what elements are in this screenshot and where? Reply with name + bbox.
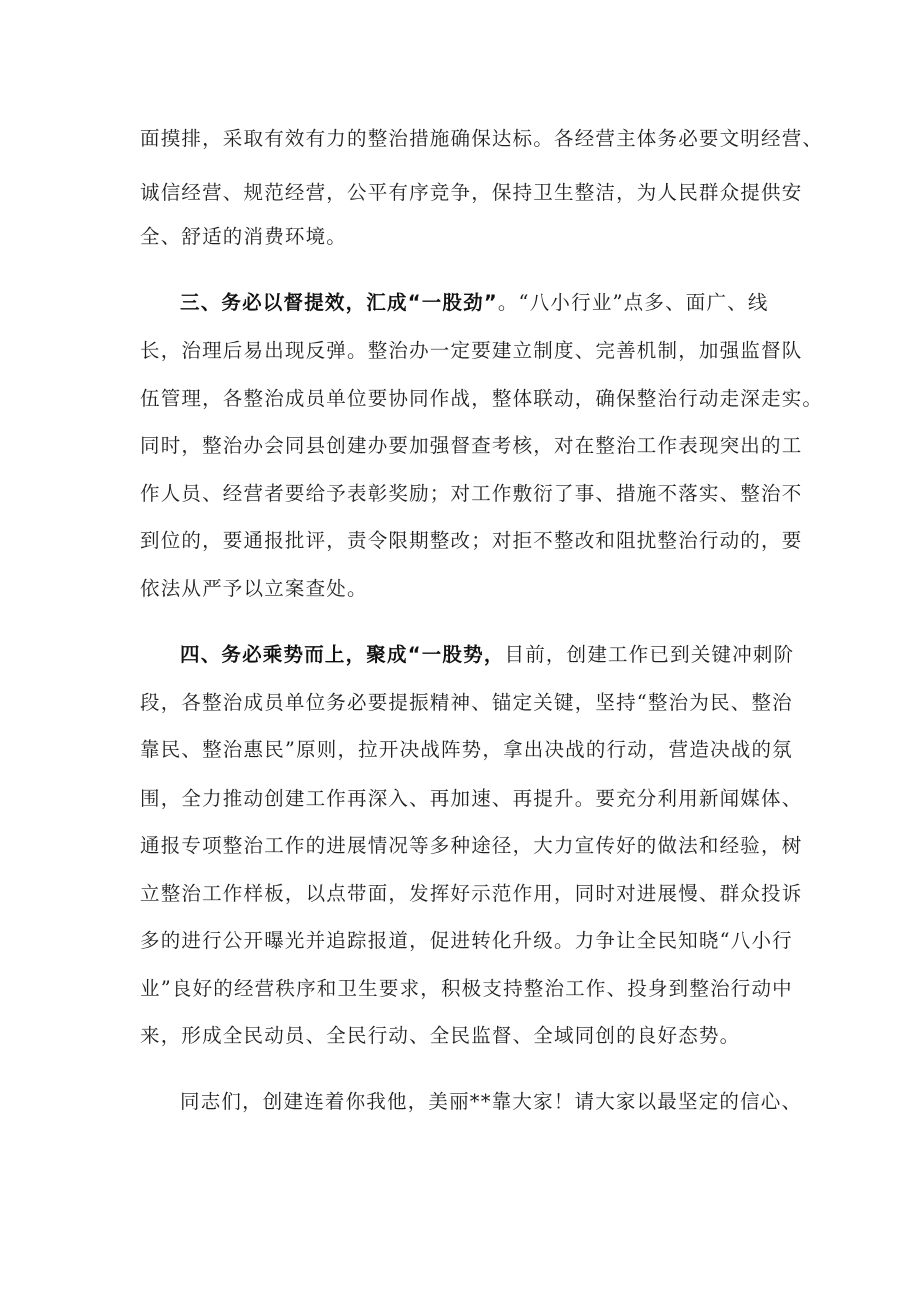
- paragraph-line: 段，各整治成员单位务必要提振精神、锚定关键，坚持“整治为民、整治: [140, 691, 793, 714]
- paragraph-line: 作人员、经营者要给予表彰奖励；对工作敷衍了事、措施不落实、整治不: [140, 482, 803, 505]
- paragraph-line: 伍管理，各整治成员单位要协同作战，整体联动，确保整治行动走深走实。: [140, 387, 824, 410]
- paragraph-line: 到位的，要通报批评，责令限期整改；对拒不整改和阻扰整治行动的，要: [140, 529, 803, 552]
- paragraph-line: 依法从严予以立案查处。: [140, 577, 368, 600]
- paragraph-line: 围，全力推动创建工作再深入、再加速、再提升。要充分利用新闻媒体、: [140, 787, 803, 810]
- paragraph-heading-line: [180, 643, 795, 667]
- paragraph-line: 业”良好的经营秩序和卫生要求，积极支持整治工作、投身到整治行动中: [140, 977, 793, 1000]
- paragraph-heading-line: [180, 291, 792, 315]
- paragraph-line: 通报专项整治工作的进展情况等多种途径，大力宣传好的做法和经验，树: [140, 834, 803, 857]
- paragraph-line: 同时，整治办会同县创建办要加强督查考核，对在整治工作表现突出的工: [140, 434, 803, 457]
- paragraph-line: 立整治工作样板，以点带面，发挥好示范作用，同时对进展慢、群众投诉: [140, 882, 803, 905]
- paragraph-line: 多的进行公开曝光并追踪报道，促进转化升级。力争让全民知晓“八小行: [140, 929, 793, 952]
- section-heading-4: 四、务必乘势而上，聚成“一股势，: [180, 643, 505, 666]
- heading-line-text: 。“八小行业”点多、面广、线: [497, 291, 769, 314]
- paragraph-line: 同志们，创建连着你我他，美丽**靠大家！请大家以最坚定的信心、: [180, 1090, 803, 1113]
- paragraph-line: 全、舒适的消费环境。: [140, 225, 348, 248]
- section-heading-3: 三、务必以督提效，汇成“一股劲”: [180, 291, 498, 314]
- paragraph-line: 诚信经营、规范经营，公平有序竞争，保持卫生整洁，为人民群众提供安: [140, 181, 803, 204]
- paragraph-line: 面摸排，采取有效有力的整治措施确保达标。各经营主体务必要文明经营、: [140, 127, 824, 150]
- paragraph-line: 长，治理后易出现反弹。整治办一定要建立制度、完善机制，加强监督队: [140, 339, 803, 362]
- paragraph-line: 靠民、整治惠民”原则，拉开决战阵势，拿出决战的行动，营造决战的氛: [140, 738, 793, 761]
- paragraph-line: 来，形成全民动员、全民行动、全民监督、全域同创的良好态势。: [140, 1024, 741, 1047]
- heading-line-text: 目前，创建工作已到关键冲刺阶: [504, 643, 795, 666]
